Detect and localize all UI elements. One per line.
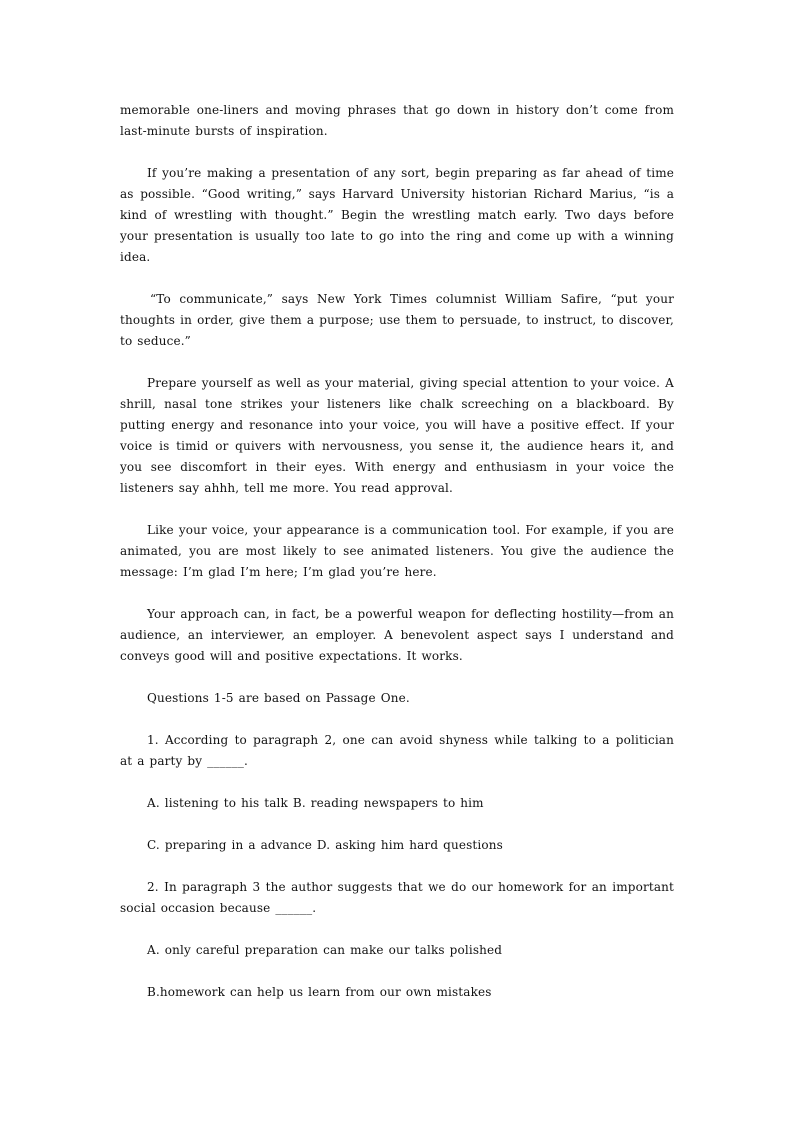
- question-1-options-ab: A. listening to his talk B. reading newspapers to him: [147, 796, 484, 810]
- question-1-options-cd: C. preparing in a advance D. asking him hard questions: [147, 838, 503, 852]
- questions-intro: Questions 1-5 are based on Passage One.: [147, 691, 410, 705]
- paragraph-appearance: Like your voice, your appearance is a communication tool. For example, if you are animated, you are most likely to see animated listeners. You give the audience the message: I’m glad I’m here; I’m glad you’re here.: [120, 523, 674, 579]
- question-2-option-b: B.homework can help us learn from our own mistakes: [147, 985, 492, 999]
- question-2-stem: 2. In paragraph 3 the author suggests that we do our homework for an important social occasion because ______.: [120, 880, 674, 915]
- paragraph-approach: Your approach can, in fact, be a powerful weapon for deflecting hostility—from an audience, an interviewer, an employer. A benevolent aspect says I understand and conveys good will and positive expectations. It works.: [120, 607, 674, 663]
- document-page: [120, 100, 674, 1024]
- paragraph-continuation: memorable one-liners and moving phrases that go down in history don’t come from last-minute bursts of inspiration.: [120, 103, 674, 138]
- paragraph-voice: Prepare yourself as well as your material, giving special attention to your voice. A shrill, nasal tone strikes your listeners like chalk screeching on a blackboard. By putting energy and resonance into your voice, you will have a positive effect. If your voice is timid or quivers with nervousness, you sense it, the audience hears it, and you see discomfort in their eyes. With energy and enthusiasm in your voice the listeners say ahhh, tell me more. You read approval.: [120, 376, 674, 495]
- paragraph-safire-quote: “To communicate,” says New York Times columnist William Safire, “put your thoughts in order, give them a purpose; use them to persuade, to instruct, to discover, to seduce.”: [120, 292, 674, 348]
- question-1-stem: 1. According to paragraph 2, one can avoid shyness while talking to a politician at a party by ______.: [120, 733, 674, 768]
- paragraph-presentation: If you’re making a presentation of any sort, begin preparing as far ahead of time as possible. “Good writing,” says Harvard University historian Richard Marius, “is a kind of wrestling with thought.” Begin the wrestling match early. Two days before your presentation is usually too late to go into the ring and come up with a winning idea.: [120, 166, 674, 264]
- question-2-option-a: A. only careful preparation can make our talks polished: [147, 943, 503, 957]
